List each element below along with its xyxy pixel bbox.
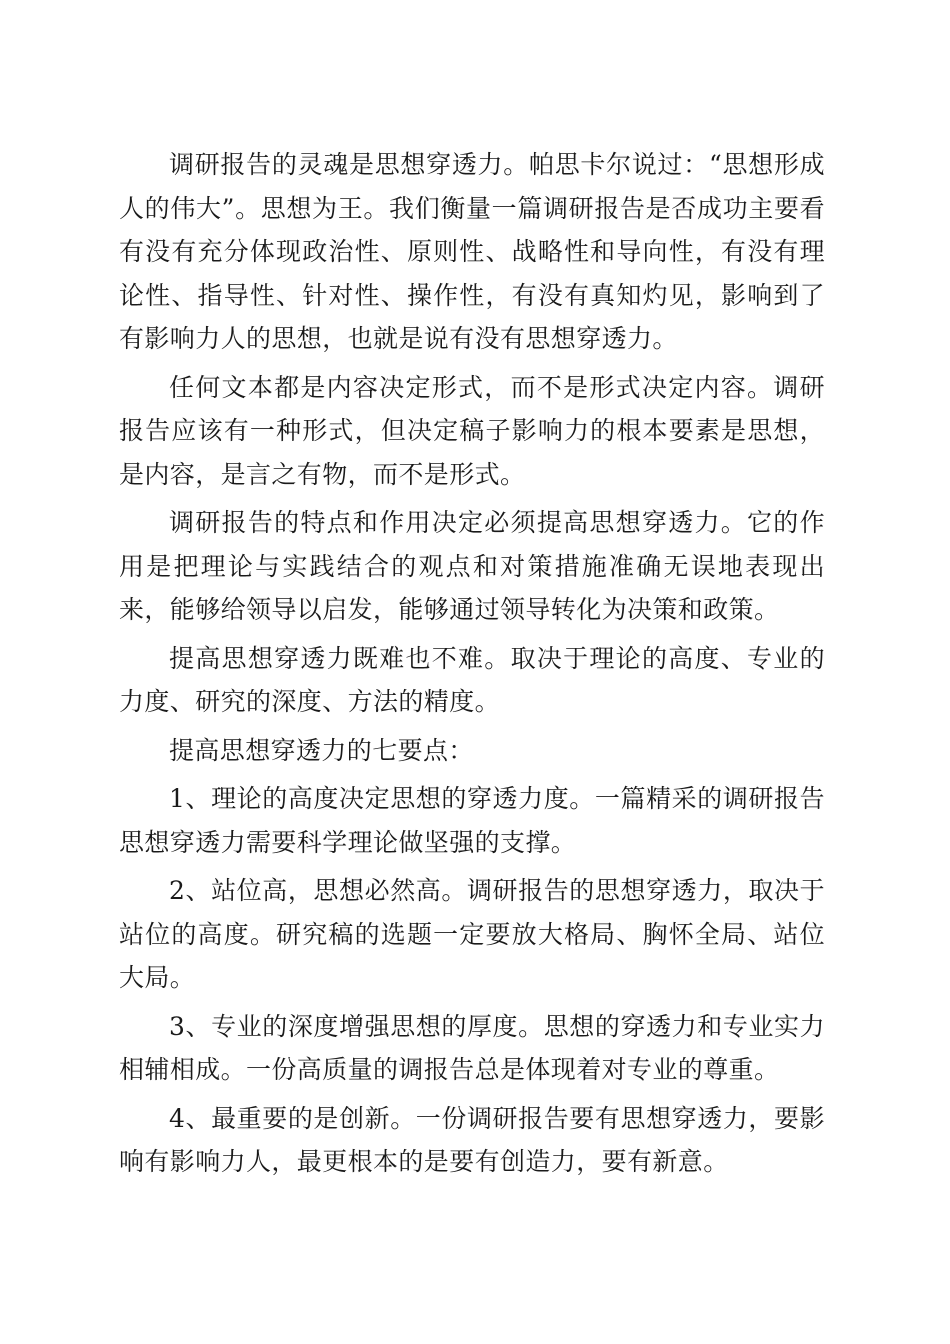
- paragraph-features-and-role: 调研报告的特点和作用决定必须提高思想穿透力。它的作用是把理论与实践结合的观点和对策措施准确无误地表现出来，能够给领导以启发，能够通过领导转化为决策和政策。: [119, 508, 825, 624]
- paragraph-soul-of-report: 调研报告的灵魂是思想穿透力。帕思卡尔说过：“思想形成人的伟大”。思想为王。我们衡量一篇调研报告是否成功主要看有没有充分体现政治性、原则性、战略性和导向性，有没有理论性、指导性、针对性、操作性，有没有真知灼见，影响到了有影响力人的思想，也就是说有没有思想穿透力。: [119, 150, 825, 353]
- document-body: [119, 143, 825, 1189]
- paragraph-seven-points-heading: 提高思想穿透力的七要点：: [169, 735, 474, 765]
- paragraph-point-3: 3、专业的深度增强思想的厚度。思想的穿透力和专业实力相辅相成。一份高质量的调报告总是体现着对专业的尊重。: [119, 1011, 825, 1084]
- paragraph-content-decides-form: 任何文本都是内容决定形式，而不是形式决定内容。调研报告应该有一种形式，但决定稿子影响力的根本要素是思想，是内容，是言之有物，而不是形式。: [119, 372, 825, 489]
- paragraph-difficulty: 提高思想穿透力既难也不难。取决于理论的高度、专业的力度、研究的深度、方法的精度。: [119, 643, 825, 716]
- paragraph-point-2: 2、站位高，思想必然高。调研报告的思想穿透力，取决于站位的高度。研究稿的选题一定要放大格局、胸怀全局、站位大局。: [119, 876, 825, 992]
- paragraph-point-1: 1、理论的高度决定思想的穿透力度。一篇精采的调研报告思想穿透力需要科学理论做坚强的支撑。: [119, 784, 825, 857]
- paragraph-point-4: 4、最重要的是创新。一份调研报告要有思想穿透力，要影响有影响力人，最更根本的是要有创造力，要有新意。: [119, 1103, 825, 1176]
